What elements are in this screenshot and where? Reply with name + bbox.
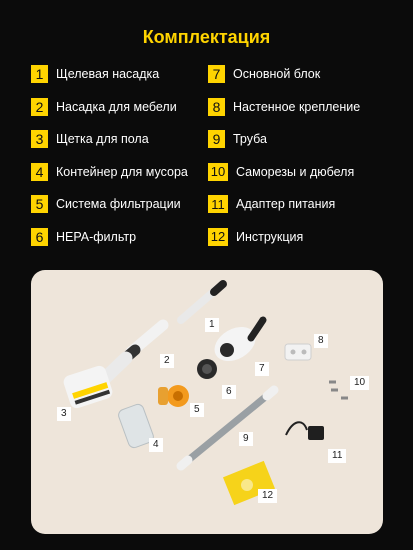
list-item: [208, 227, 360, 247]
item-number-badge: 10: [208, 163, 228, 181]
list-item: [208, 129, 360, 149]
list-item: [31, 194, 188, 214]
list-item: [31, 64, 188, 84]
crevice-nozzle-image: [181, 284, 223, 320]
list-item: [208, 162, 360, 182]
photo-tag: 5: [190, 403, 204, 417]
item-label: Основной блок: [233, 67, 321, 81]
item-label: Настенное крепление: [233, 99, 361, 114]
item-label: Труба: [233, 132, 267, 146]
item-label: Саморезы и дюбеля: [236, 164, 355, 179]
item-label: HEPA-фильтр: [56, 229, 137, 244]
photo-tag: 8: [314, 334, 328, 348]
item-number-badge: 3: [31, 130, 48, 148]
item-number-badge: 5: [31, 195, 48, 213]
photo-tag: 3: [57, 407, 71, 421]
product-parts-illustration: [31, 270, 383, 534]
item-label: Насадка для мебели: [56, 99, 177, 114]
screws-image: [329, 382, 348, 398]
item-number-badge: 11: [208, 195, 228, 213]
item-label: Щетка для пола: [56, 132, 149, 146]
item-number-badge: 7: [208, 65, 225, 83]
photo-tag: 9: [239, 432, 253, 446]
item-label: Система фильтрации: [56, 197, 181, 211]
items-list-left: [31, 64, 188, 259]
furniture-nozzle-image: [128, 325, 163, 356]
power-adapter-image: [286, 422, 324, 440]
item-number-badge: 9: [208, 130, 225, 148]
tube-image: [181, 390, 274, 466]
list-item: [208, 97, 360, 117]
list-item: [208, 194, 360, 214]
item-number-badge: 4: [31, 163, 48, 181]
floor-brush-image: [62, 358, 126, 410]
item-number-badge: 6: [31, 228, 48, 246]
hepa-filter-image: [197, 359, 217, 379]
wall-mount-image: [285, 344, 311, 360]
photo-tag: 11: [328, 449, 346, 463]
list-item: [31, 97, 188, 117]
list-item: [31, 129, 188, 149]
item-number-badge: 2: [31, 98, 48, 116]
photo-tag: 12: [258, 489, 277, 503]
item-number-badge: 8: [208, 98, 225, 116]
list-item: [31, 227, 188, 247]
items-list-right: [208, 64, 360, 259]
photo-tag: 1: [205, 318, 219, 332]
filter-system-image: [158, 385, 189, 407]
list-item: [31, 162, 188, 182]
photo-tag: 10: [350, 376, 369, 390]
item-label: Адаптер питания: [236, 197, 336, 211]
photo-tag: 4: [149, 438, 163, 452]
item-label: Щелевая насадка: [56, 67, 160, 81]
item-number-badge: 12: [208, 228, 228, 246]
item-label: Инструкция: [236, 229, 304, 244]
item-label: Контейнер для мусора: [56, 164, 188, 179]
product-photo: [31, 270, 383, 534]
page-title: Комплектация: [142, 27, 271, 47]
photo-tag: 6: [222, 385, 236, 399]
list-item: [208, 64, 360, 84]
item-number-badge: 1: [31, 65, 48, 83]
photo-tag: 7: [255, 362, 269, 376]
photo-tag: 2: [160, 354, 174, 368]
